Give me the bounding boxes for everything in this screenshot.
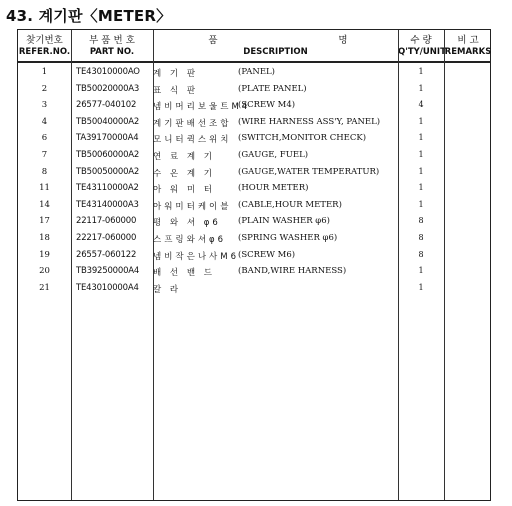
description-cell: (PLAIN WASHER φ6) [238, 216, 330, 227]
quantity-cell: 8 [418, 233, 424, 242]
ref-cell: 4 [41, 116, 48, 127]
korean-name-cell: 모니터퀵스위치 [153, 135, 232, 146]
description-cell: (BAND,WIRE HARNESS) [238, 266, 347, 277]
table-row [18, 248, 490, 265]
table-row [18, 214, 490, 231]
description-cell: (PANEL) [238, 67, 275, 77]
description-cell: (CABLE,HOUR METER) [238, 199, 342, 210]
part-number-cell: TB50040000A2 [76, 116, 140, 127]
table-row [18, 231, 490, 248]
ref-cell: 8 [41, 166, 48, 177]
description-cell: (SPRING WASHER φ6) [238, 233, 338, 243]
ref-cell: 1 [41, 67, 48, 77]
part-number-cell: TE43110000A2 [76, 183, 139, 194]
part-number-cell: TE43010000AO [76, 67, 140, 77]
ref-cell: 18 [39, 233, 50, 243]
part-number-cell: TB50050000A2 [76, 166, 140, 177]
table-row [18, 115, 490, 132]
korean-name-cell: 칼 라 [153, 284, 182, 295]
header-name-ko-2: 명 [338, 35, 348, 46]
header-remarks-en: REMARKS [444, 47, 492, 57]
part-number-cell: TB50060000A2 [76, 150, 140, 160]
quantity-cell: 1 [418, 166, 424, 176]
ref-cell: 11 [39, 183, 50, 194]
part-number-cell: 22117-060000 [76, 216, 137, 227]
part-number-cell: 22217-060000 [76, 233, 137, 243]
korean-name-cell: 수 온 계 기 [153, 168, 215, 179]
part-number-cell: TE43140000A3 [76, 199, 139, 210]
ref-cell: 14 [39, 199, 50, 210]
table-row [18, 264, 490, 281]
description-cell: (GAUGE,WATER TEMPERATUR) [238, 166, 380, 177]
header-part-ko: 부 품 번 호 [89, 35, 135, 46]
table-row [18, 131, 490, 148]
table-row [18, 281, 490, 298]
header-qty-ko: 수 량 [410, 35, 432, 46]
quantity-cell: 1 [418, 282, 424, 292]
header-remarks-ko: 비 고 [457, 35, 479, 46]
description-cell: (SWITCH,MONITOR CHECK) [238, 133, 367, 144]
description-cell: (SCREW M6) [238, 249, 296, 260]
table-header [18, 30, 490, 63]
quantity-cell: 1 [418, 83, 424, 93]
korean-name-cell: 아워미터케이블 [153, 201, 232, 212]
part-number-cell: TE43010000A4 [76, 282, 139, 293]
header-ref-en: REFER.NO. [18, 47, 71, 57]
korean-name-cell: 넴비머리보울트M4 [153, 102, 251, 113]
description-cell: (WIRE HARNESS ASS'Y, PANEL) [238, 116, 381, 127]
header-ref-ko: 찾기번호 [26, 35, 63, 46]
korean-name-cell: 평 와 셔 φ6 [153, 218, 221, 229]
ref-cell: 3 [41, 100, 48, 111]
korean-name-cell: 넴비작은나사M6 [153, 251, 240, 262]
ref-cell: 6 [41, 133, 48, 144]
description-cell: (PLATE PANEL) [238, 83, 307, 94]
description-cell: (HOUR METER) [238, 183, 309, 194]
ref-cell: 21 [39, 282, 50, 293]
description-cell: (SCREW M4) [238, 100, 296, 111]
ref-cell: 17 [39, 216, 50, 227]
quantity-cell: 1 [418, 116, 424, 126]
header-part-en: PART NO. [89, 47, 135, 57]
quantity-cell: 8 [418, 249, 424, 259]
quantity-cell: 1 [418, 199, 424, 209]
table-row [18, 198, 490, 215]
table-row [18, 65, 490, 82]
quantity-cell: 4 [418, 100, 424, 110]
part-number-cell: TA39170000A4 [76, 133, 139, 144]
korean-name-cell: 계기판배선조합 [153, 118, 232, 129]
table-row [18, 82, 490, 99]
part-number-cell: TB39250000A4 [76, 266, 140, 277]
quantity-cell: 1 [418, 183, 424, 193]
part-number-cell: 26557-060122 [76, 249, 137, 260]
part-number-cell: 26577-040102 [76, 100, 137, 111]
quantity-cell: 8 [418, 216, 424, 226]
table-row [18, 181, 490, 198]
header-description: DESCRIPTION [243, 47, 308, 57]
quantity-cell: 1 [418, 266, 424, 276]
parts-table [17, 29, 491, 501]
korean-name-cell: 계 기 판 [153, 69, 199, 79]
ref-cell: 19 [39, 249, 50, 260]
quantity-cell: 1 [418, 67, 424, 76]
ref-cell: 7 [41, 150, 48, 160]
korean-name-cell: 스프링와셔φ6 [153, 235, 227, 245]
part-number-cell: TB50020000A3 [76, 83, 140, 94]
header-qty-en: Q'TY/UNIT [398, 47, 446, 57]
korean-name-cell: 연 료 계 기 [153, 152, 215, 162]
ref-cell: 2 [41, 83, 48, 94]
ref-cell: 20 [39, 266, 50, 277]
header-name-ko-1: 품 [208, 35, 218, 46]
table-row [18, 98, 490, 115]
description-cell: (GAUGE, FUEL) [238, 150, 309, 160]
korean-name-cell: 배 선 밴 드 [153, 268, 215, 279]
korean-name-cell: 표 식 판 [153, 85, 199, 96]
table-row [18, 148, 490, 165]
quantity-cell: 1 [418, 133, 424, 143]
table-row [18, 165, 490, 182]
quantity-cell: 1 [418, 150, 424, 159]
korean-name-cell: 아 워 미 터 [153, 185, 215, 196]
page-title: 43. 계기판〈METER〉 [6, 7, 172, 25]
